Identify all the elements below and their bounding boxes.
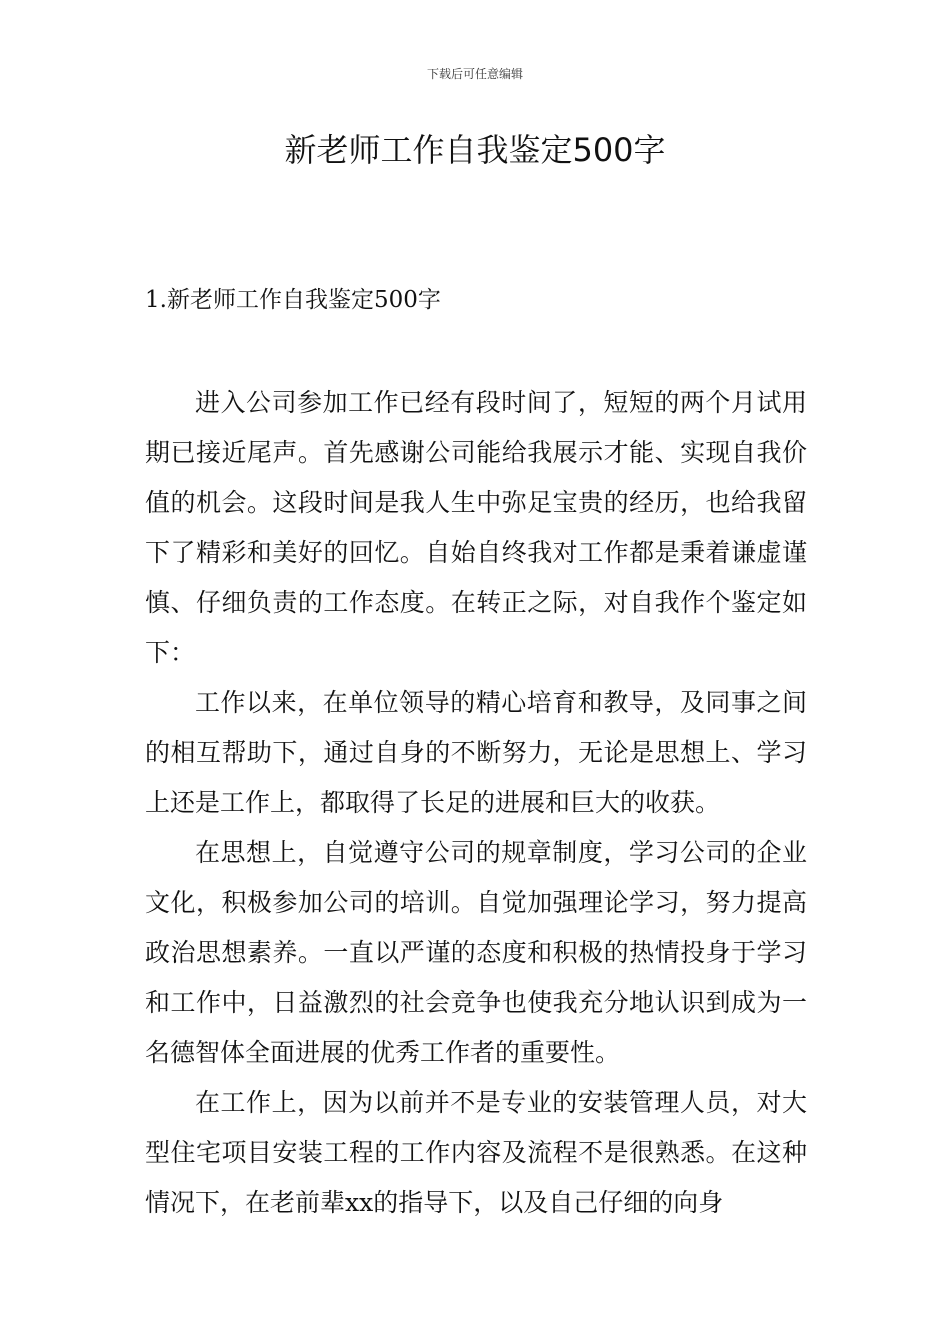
header-note: 下载后可任意编辑 <box>426 67 523 81</box>
document-title: 新老师工作自我鉴定500字 <box>284 131 666 169</box>
paragraph: 工作以来，在单位领导的精心培育和教导，及同事之间的相互帮助下，通过自身的不断努力，无论是思想上、学习上还是工作上，都取得了长足的进展和巨大的收获。 <box>145 688 807 817</box>
paragraph: 在思想上，自觉遵守公司的规章制度，学习公司的企业文化，积极参加公司的培训。自觉加强理论学习，努力提高政治思想素养。一直以严谨的态度和积极的热情投身于学习和工作中，日益激烈的社会竞争也使我充分地认识到成为一名德智体全面进展的优秀工作者的重要性。 <box>145 838 807 1067</box>
section-heading: 1.新老师工作自我鉴定500字 <box>145 287 441 313</box>
paragraph: 进入公司参加工作已经有段时间了，短短的两个月试用期已接近尾声。首先感谢公司能给我展示才能、实现自我价值的机会。这段时间是我人生中弥足宝贵的经历，也给我留下了精彩和美好的回忆。自始自终我对工作都是秉着谦虚谨慎、仔细负责的工作态度。在转正之际，对自我作个鉴定如下： <box>145 388 807 667</box>
document-body <box>145 378 807 1228</box>
paragraph: 在工作上，因为以前并不是专业的安装管理人员，对大型住宅项目安装工程的工作内容及流程不是很熟悉。在这种情况下，在老前辈xx的指导下，以及自己仔细的向身 <box>145 1088 807 1217</box>
